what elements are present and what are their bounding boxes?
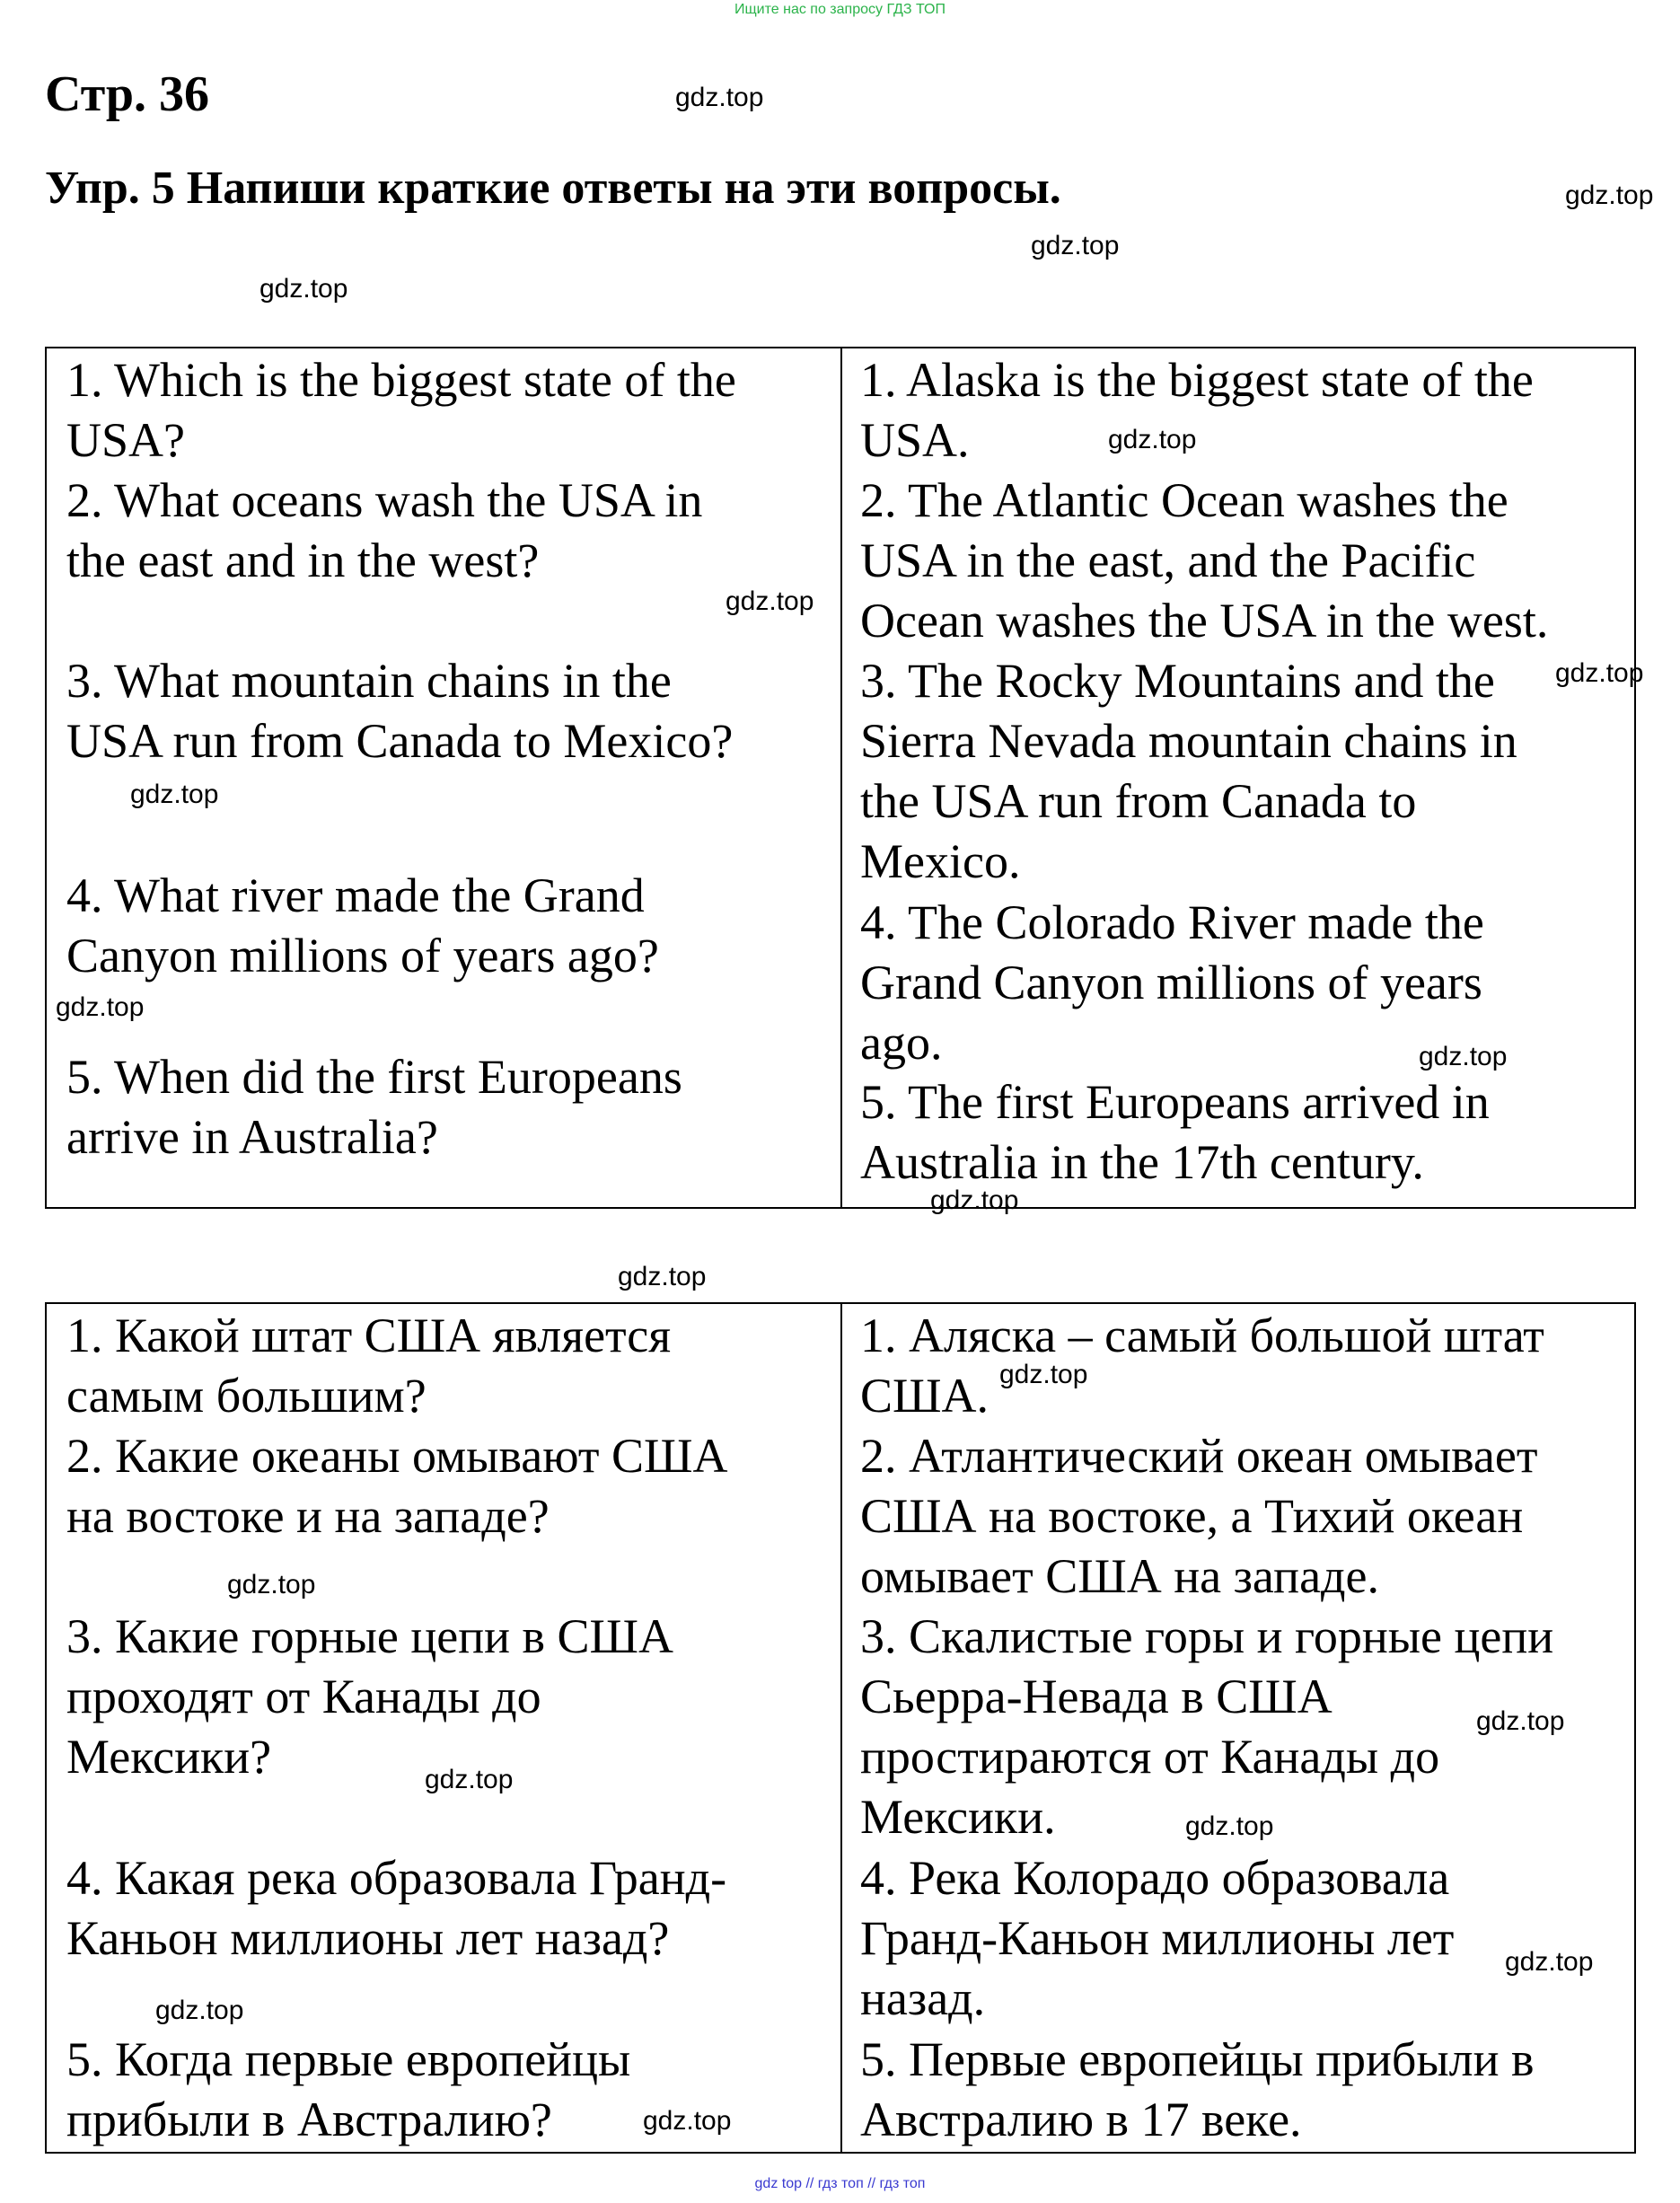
watermark: gdz.top — [227, 1570, 316, 1599]
answer-1-ru: 1. Аляска – самый большой штат США. — [860, 1309, 1544, 1423]
watermark: gdz.top — [726, 586, 814, 616]
question-1: 1. Which is the biggest state of the USA? — [66, 353, 736, 467]
watermark: gdz.top — [1476, 1706, 1565, 1736]
question-5: 5. When did the first Europeans arrive in Australia? — [66, 1050, 682, 1164]
watermark: gdz.top — [1505, 1947, 1594, 1977]
answer-2: 2. The Atlantic Ocean washes the USA in the east, and the Pacific Ocean washes the USA in the west. — [860, 473, 1549, 648]
watermark: gdz.top — [1555, 658, 1644, 688]
watermark: gdz.top — [1565, 181, 1654, 210]
page-title: Стр. 36 — [45, 66, 210, 122]
watermark: gdz.top — [618, 1262, 707, 1291]
watermark: gdz.top — [1108, 425, 1197, 454]
question-2-ru: 2. Какие океаны омывают США на востоке и на западе? — [66, 1429, 728, 1543]
question-2: 2. What oceans wash the USA in the east and in the west? — [66, 473, 703, 587]
watermark: gdz.top — [425, 1765, 514, 1794]
answer-5: 5. The first Europeans arrived in Australia in the 17th century. — [860, 1075, 1490, 1189]
watermark: gdz.top — [999, 1360, 1088, 1389]
watermark: gdz.top — [130, 780, 219, 809]
answer-3: 3. The Rocky Mountains and the Sierra Nevada mountain chains in the USA run from Canada to Mexico. — [860, 654, 1517, 888]
answer-2-ru: 2. Атлантический океан омывает США на востоке, а Тихий океан омывает США на западе. — [860, 1429, 1538, 1603]
watermark: gdz.top — [1419, 1042, 1508, 1071]
question-5-ru: 5. Когда первые европейцы прибыли в Австралию? — [66, 2032, 631, 2146]
answer-4-ru: 4. Река Колорадо образовала Гранд-Каньон миллионы лет назад. — [860, 1851, 1455, 2025]
watermark: gdz.top — [675, 83, 764, 112]
answer-5-ru: 5. Первые европейцы прибыли в Австралию в 17 веке. — [860, 2032, 1535, 2146]
question-1-ru: 1. Какой штат США является самым большим? — [66, 1309, 672, 1423]
answer-1: 1. Alaska is the biggest state of the USA. — [860, 353, 1534, 467]
watermark: gdz.top — [1185, 1811, 1274, 1841]
english-qa-table — [45, 347, 1636, 1209]
question-3: 3. What mountain chains in the USA run from Canada to Mexico? — [66, 654, 734, 768]
watermark: gdz.top — [259, 274, 348, 304]
question-4-ru: 4. Какая река образовала Гранд- Каньон миллионы лет назад? — [66, 1851, 727, 1965]
watermark: gdz.top — [155, 1996, 244, 2025]
answer-4: 4. The Colorado River made the Grand Canyon millions of years ago. — [860, 895, 1484, 1070]
watermark: gdz.top — [1031, 231, 1120, 260]
watermark: gdz.top — [930, 1185, 1019, 1215]
watermark: gdz.top — [643, 2106, 732, 2136]
english-questions-column — [47, 348, 842, 1207]
footer-note: gdz top // гдз топ // гдз топ — [754, 2176, 926, 2191]
answer-3-ru: 3. Скалистые горы и горные цепи Сьерра-Невада в США простираются от Канады до Мексики. — [860, 1609, 1554, 1844]
question-4: 4. What river made the Grand Canyon millions of years ago? — [66, 868, 659, 983]
watermark: gdz.top — [56, 992, 145, 1022]
top-search-note: Ищите нас по запросу ГДЗ ТОП — [734, 2, 946, 17]
exercise-heading: Упр. 5 Напиши краткие ответы на эти вопросы. — [45, 163, 1061, 214]
russian-qa-table — [45, 1302, 1636, 2154]
question-3-ru: 3. Какие горные цепи в США проходят от Канады до Мексики? — [66, 1609, 673, 1784]
english-answers-column — [842, 348, 1634, 1207]
